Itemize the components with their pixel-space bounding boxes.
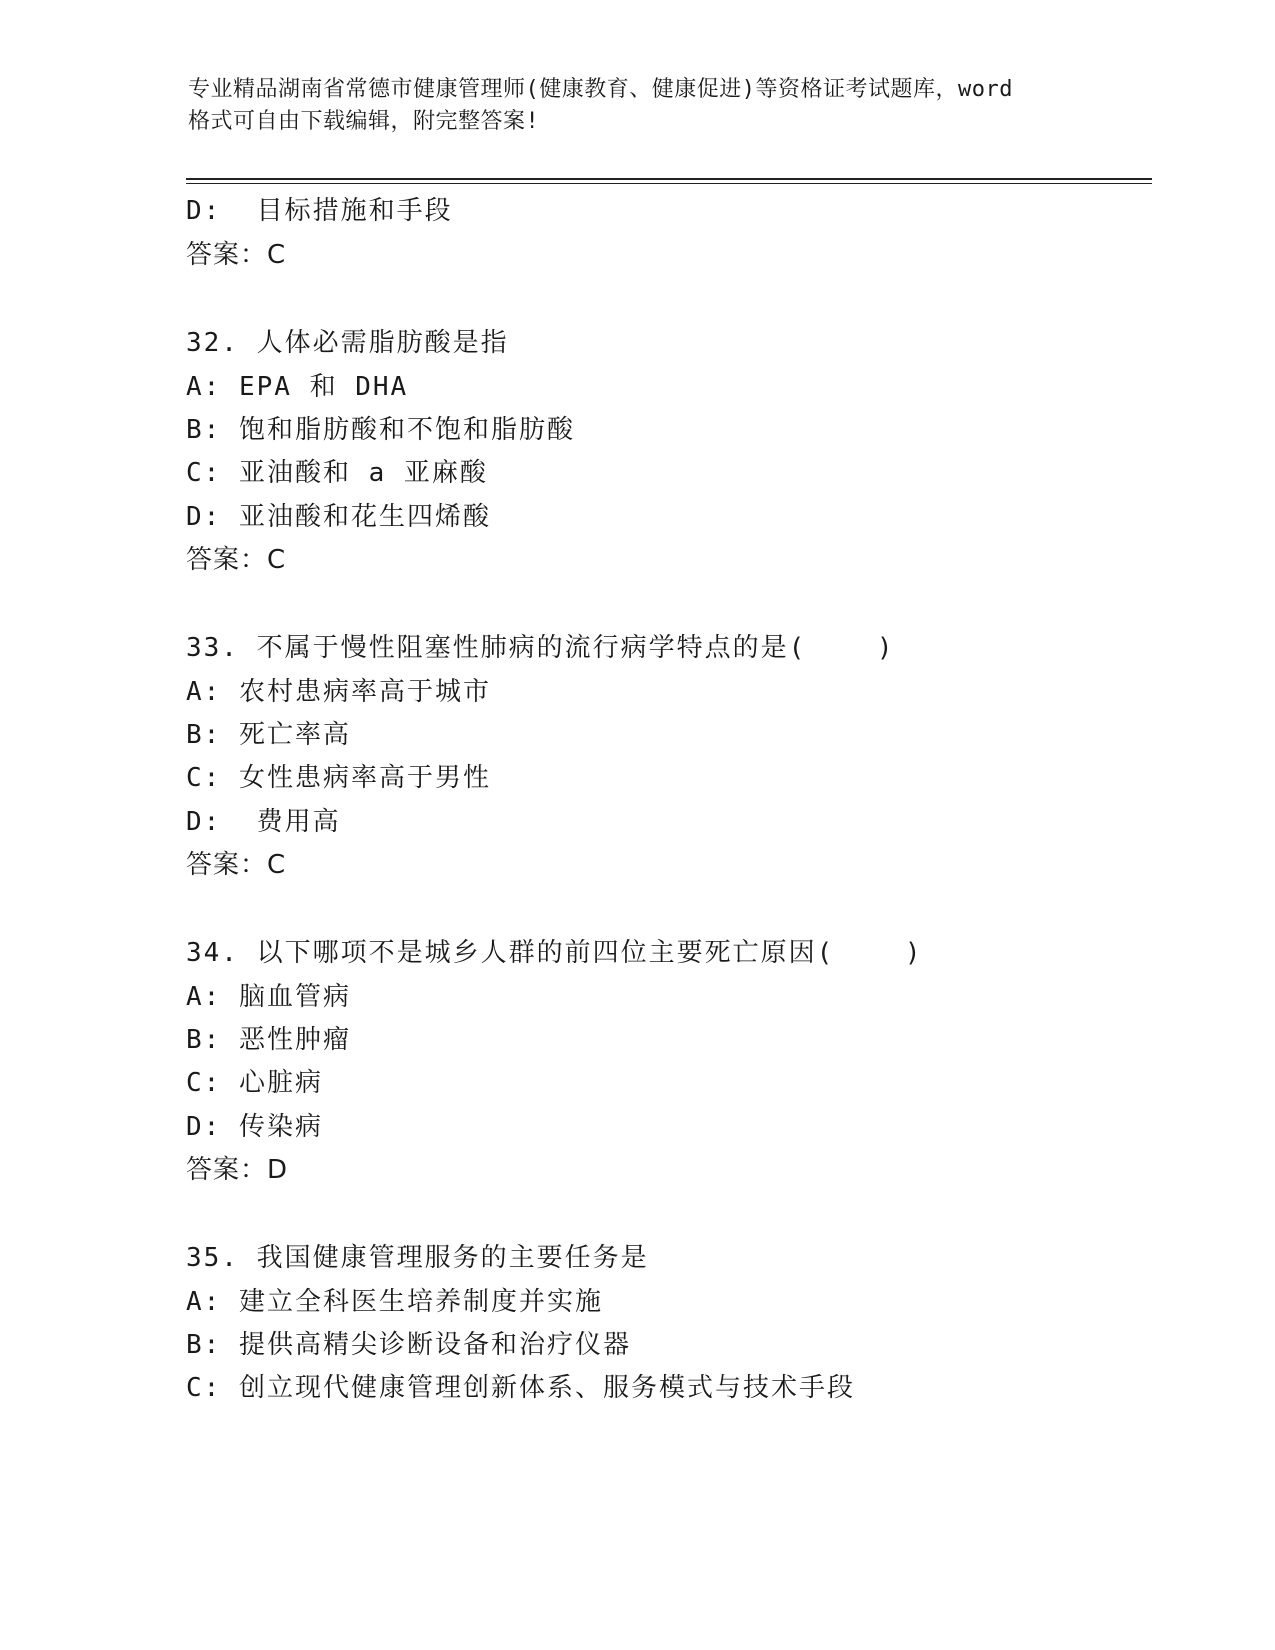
document-header — [188, 74, 1088, 138]
prev-option-d: D: 目标措施和手段 — [186, 196, 453, 226]
question-35-option-b: B: 提供高精尖诊断设备和治疗仪器 — [186, 1330, 631, 1360]
question-34-stem: 34. 以下哪项不是城乡人群的前四位主要死亡原因( ) — [186, 938, 923, 968]
header-line-1: 专业精品湖南省常德市健康管理师(健康教育、健康促进)等资格证考试题库，word — [188, 77, 1013, 102]
question-33-option-a: A: 农村患病率高于城市 — [186, 677, 491, 707]
question-34-option-d: D: 传染病 — [186, 1112, 323, 1142]
question-33-stem: 33. 不属于慢性阻塞性肺病的流行病学特点的是( ) — [186, 633, 895, 663]
prev-answer: 答案：C — [186, 240, 287, 270]
question-32-answer: 答案：C — [186, 545, 287, 575]
question-32-option-d: D: 亚油酸和花生四烯酸 — [186, 502, 491, 532]
question-33-answer: 答案：C — [186, 850, 287, 880]
question-34-option-a: A: 脑血管病 — [186, 982, 351, 1012]
header-line-2: 格式可自由下载编辑，附完整答案! — [188, 109, 540, 134]
question-34-answer: 答案：D — [186, 1155, 289, 1185]
question-35-option-c: C: 创立现代健康管理创新体系、服务模式与技术手段 — [186, 1373, 855, 1403]
question-33-option-b: B: 死亡率高 — [186, 720, 351, 750]
question-32-option-a: A: EPA 和 DHA — [186, 372, 409, 402]
question-35-option-a: A: 建立全科医生培养制度并实施 — [186, 1287, 603, 1317]
question-34-option-b: B: 恶性肿瘤 — [186, 1025, 351, 1055]
question-35-stem: 35. 我国健康管理服务的主要任务是 — [186, 1243, 649, 1273]
question-33-option-d: D: 费用高 — [186, 807, 341, 837]
question-34-option-c: C: 心脏病 — [186, 1068, 323, 1098]
question-32-option-b: B: 饱和脂肪酸和不饱和脂肪酸 — [186, 415, 575, 445]
question-32-stem: 32. 人体必需脂肪酸是指 — [186, 328, 509, 358]
header-divider-thick — [186, 178, 1152, 180]
header-divider-thin — [186, 183, 1152, 184]
question-32-option-c: C: 亚油酸和 a 亚麻酸 — [186, 458, 488, 488]
question-33-option-c: C: 女性患病率高于男性 — [186, 763, 491, 793]
